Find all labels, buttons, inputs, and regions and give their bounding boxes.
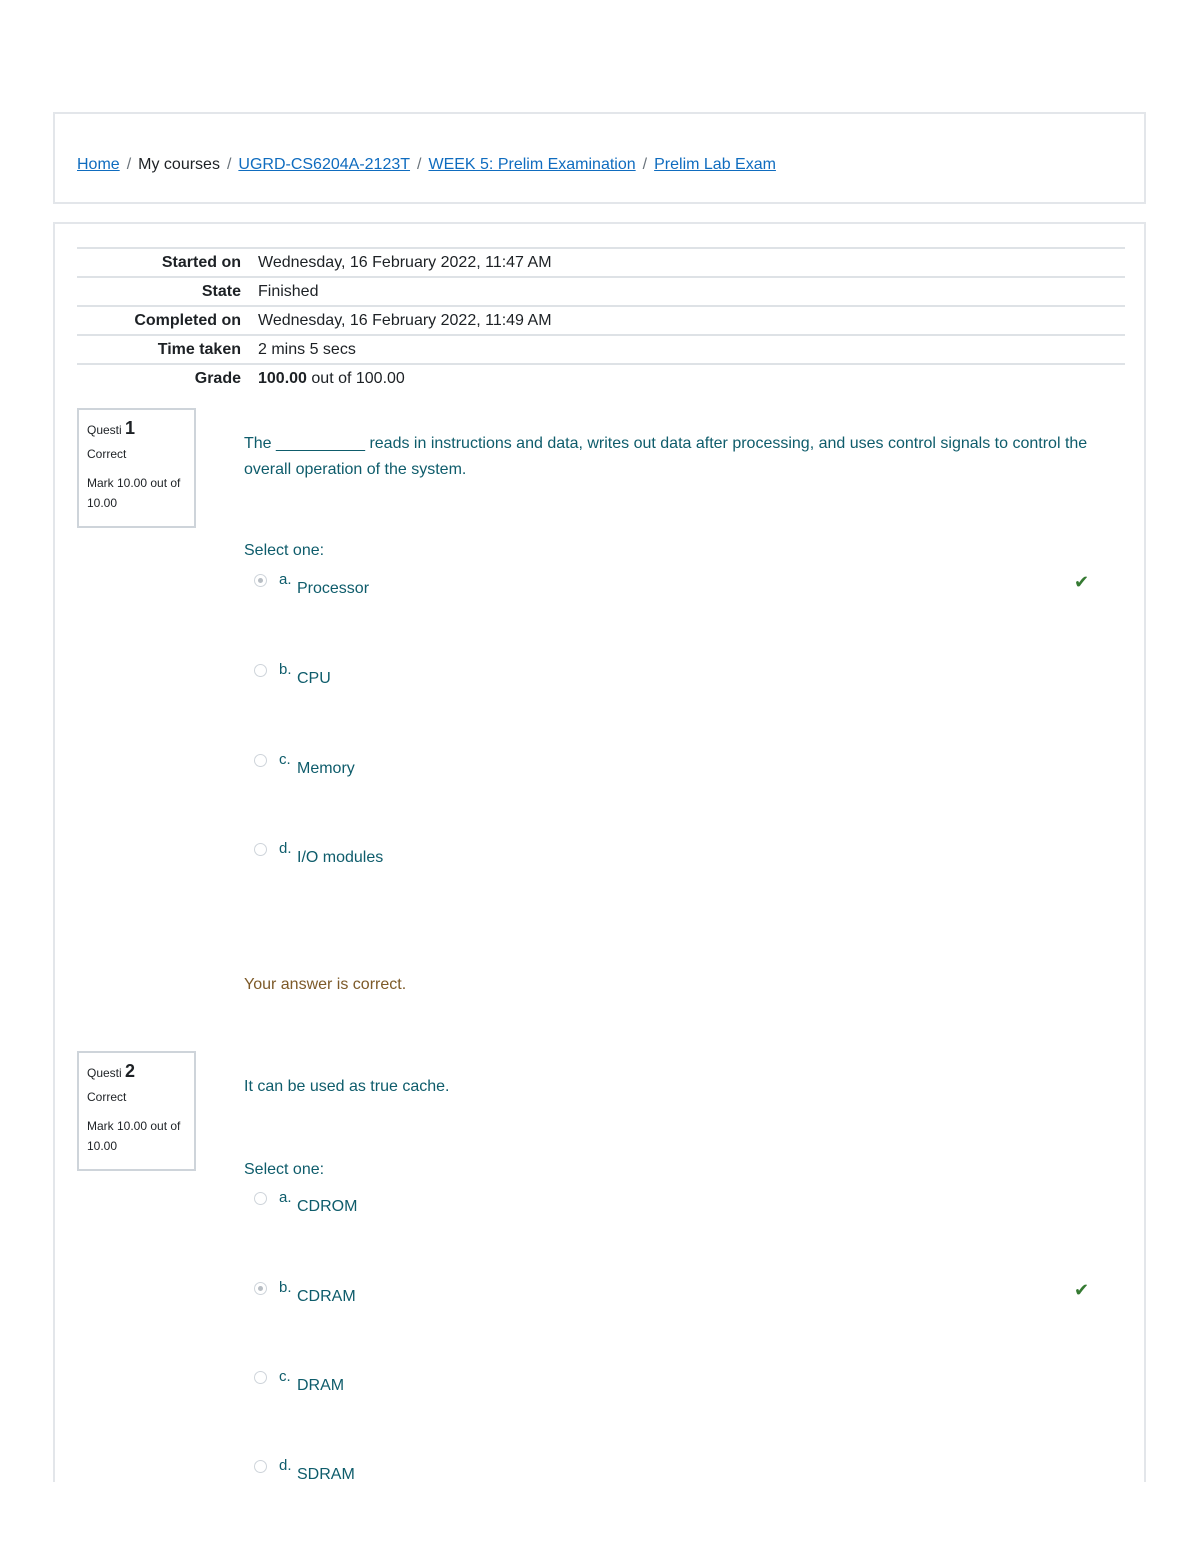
- time-taken-label: Time taken: [157, 340, 241, 358]
- grade-label: Grade: [194, 369, 241, 387]
- summary-row-state: [77, 277, 1125, 306]
- breadcrumb-separator: /: [226, 156, 232, 173]
- question-prefix: Questi: [87, 423, 122, 437]
- attempt-summary-table: [77, 247, 1125, 392]
- grade-out-of: out of 100.00: [311, 369, 405, 387]
- breadcrumb-my-courses: My courses: [138, 156, 220, 173]
- answer-text: DRAM: [297, 1377, 345, 1394]
- question-2-answer-b[interactable]: [254, 1279, 1104, 1312]
- answer-letter: c.: [279, 751, 291, 768]
- answer-letter: c.: [279, 1368, 291, 1385]
- answer-letter: d.: [279, 1457, 292, 1474]
- question-1-prompt: Select one:: [244, 542, 325, 559]
- breadcrumb: [77, 156, 776, 174]
- answer-text: CDROM: [297, 1198, 358, 1215]
- radio-button[interactable]: [254, 754, 267, 767]
- question-1-answer-b[interactable]: [254, 661, 1104, 694]
- breadcrumb-home-link[interactable]: Home: [77, 156, 120, 173]
- grade-value: [258, 364, 1125, 392]
- question-2-answer-d[interactable]: [254, 1457, 1104, 1482]
- answer-text: CDRAM: [297, 1288, 356, 1305]
- answer-text: CPU: [297, 670, 331, 687]
- radio-button[interactable]: [254, 1460, 267, 1473]
- quiz-review-card: [53, 222, 1146, 1482]
- grade-score: 100.00: [258, 369, 307, 387]
- question-mark: Mark 10.00 out of 10.00: [87, 1119, 181, 1153]
- breadcrumb-separator: /: [642, 156, 648, 173]
- answer-text: SDRAM: [297, 1466, 355, 1482]
- summary-row-time: [77, 335, 1125, 364]
- answer-text: Processor: [297, 580, 370, 597]
- question-mark: Mark 10.00 out of 10.00: [87, 476, 181, 510]
- answer-text: I/O modules: [297, 849, 384, 866]
- check-icon: ✔: [1074, 572, 1090, 592]
- breadcrumb-separator: /: [417, 156, 422, 173]
- question-number-value: 1: [125, 418, 136, 438]
- question-number: [87, 1061, 186, 1082]
- breadcrumb-card: [53, 112, 1146, 204]
- question-1-answer-a[interactable]: [254, 571, 1104, 604]
- question-state: Correct: [87, 447, 127, 461]
- radio-button[interactable]: [254, 1192, 267, 1205]
- answer-letter: b.: [279, 661, 292, 678]
- question-2-text: It can be used as true cache.: [244, 1078, 450, 1095]
- breadcrumb-separator: /: [126, 156, 132, 173]
- question-1-feedback: Your answer is correct.: [244, 976, 407, 993]
- completed-value: Wednesday, 16 February 2022, 11:49 AM: [258, 311, 552, 329]
- started-label: Started on: [161, 253, 241, 271]
- answer-letter: d.: [279, 840, 292, 857]
- radio-button[interactable]: [254, 1371, 267, 1384]
- question-prefix: Questi: [87, 1066, 122, 1080]
- time-taken-value: 2 mins 5 secs: [258, 340, 356, 358]
- question-state: Correct: [87, 1090, 127, 1104]
- breadcrumb-week-link[interactable]: WEEK 5: Prelim Examination: [428, 156, 636, 173]
- answer-letter: a.: [279, 1189, 292, 1206]
- radio-button[interactable]: [254, 664, 267, 677]
- started-value: Wednesday, 16 February 2022, 11:47 AM: [258, 253, 552, 271]
- breadcrumb-exam-link[interactable]: Prelim Lab Exam: [654, 156, 776, 173]
- question-2-info: [77, 1051, 196, 1171]
- question-2-answer-a[interactable]: [254, 1189, 1104, 1222]
- completed-label: Completed on: [134, 311, 241, 329]
- summary-row-grade: [77, 364, 1125, 392]
- check-icon: ✔: [1074, 1280, 1090, 1300]
- answer-letter: a.: [279, 571, 292, 588]
- question-2-answer-c[interactable]: [254, 1368, 1104, 1401]
- state-value: Finished: [258, 282, 319, 300]
- question-2-prompt: Select one:: [244, 1161, 325, 1178]
- answer-text: Memory: [297, 760, 355, 777]
- radio-button[interactable]: [254, 574, 267, 587]
- question-1-text: The __________ reads in instructions and data, writes out data after processing, and uses control signals to control the overall operation of the system.: [244, 435, 1088, 478]
- breadcrumb-course-link[interactable]: UGRD-CS6204A-2123T: [238, 156, 411, 173]
- question-1-answer-d[interactable]: [254, 840, 1104, 873]
- question-number-value: 2: [125, 1061, 136, 1081]
- radio-button[interactable]: [254, 1282, 267, 1295]
- summary-row-completed: [77, 306, 1125, 335]
- summary-row-started: [77, 248, 1125, 277]
- state-label: State: [201, 282, 241, 300]
- question-1-info: [77, 408, 196, 528]
- question-number: [87, 418, 186, 439]
- question-1-answer-c[interactable]: [254, 751, 1104, 784]
- answer-letter: b.: [279, 1279, 292, 1296]
- radio-button[interactable]: [254, 843, 267, 856]
